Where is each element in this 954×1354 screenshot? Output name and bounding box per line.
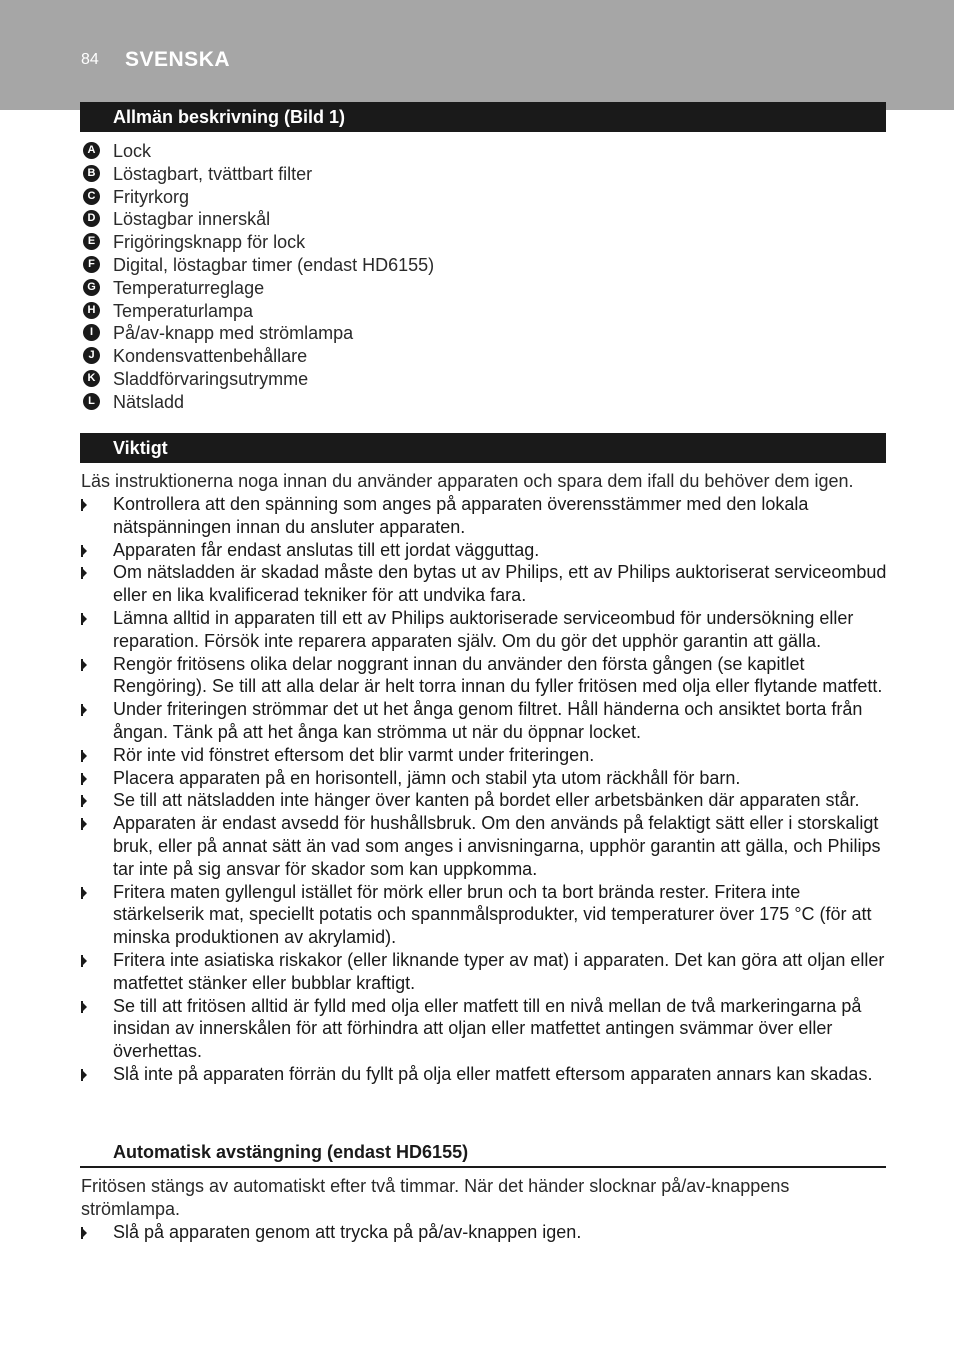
list-item	[81, 493, 891, 539]
bullet-text: Placera apparaten på en horisontell, jämn och stabil yta utom räckhåll för barn.	[113, 767, 741, 788]
bullet-arrow-icon	[81, 545, 87, 557]
auto-off-intro: Fritösen stängs av automatiskt efter två timmar. När det händer slocknar på/av-knappens strömlampa.	[81, 1176, 790, 1219]
bullet-arrow-icon	[81, 659, 87, 671]
bullet-text: Slå på apparaten genom att trycka på på/av-knappen igen.	[113, 1222, 582, 1242]
part-label: Frityrkorg	[113, 186, 189, 207]
bullet-text: Under friteringen strömmar det ut het ånga genom filtret. Håll händerna och ansiktet borta från ångan. Tänk på att het ånga kan strömma ut när du öppnar locket.	[113, 699, 863, 742]
list-item	[81, 561, 891, 607]
bullet-arrow-icon	[81, 955, 87, 967]
letter-badge: H	[83, 302, 100, 319]
list-item	[81, 539, 891, 562]
part-label: Lock	[113, 141, 152, 161]
part-label: Löstagbar innerskål	[113, 209, 271, 230]
letter-badge: J	[83, 347, 100, 364]
bullet-text: Apparaten får endast anslutas till ett jordat vägguttag.	[113, 539, 540, 560]
list-item	[81, 391, 434, 414]
list-item	[81, 231, 434, 254]
list-item	[81, 995, 891, 1063]
list-item	[81, 345, 434, 368]
letter-badge: E	[83, 233, 100, 250]
bullet-text: Slå inte på apparaten förrän du fyllt på olja eller matfett eftersom apparaten annars kan skadas.	[113, 1063, 873, 1084]
bullet-text: Lämna alltid in apparaten till ett av Philips auktoriserade serviceombud för undersökning eller reparation. Försök inte reparera apparaten själv. Om du gör det upphör garantin att gälla.	[113, 607, 854, 651]
list-item	[81, 812, 891, 880]
letter-badge: F	[83, 256, 100, 273]
list-item	[81, 744, 891, 767]
bullet-arrow-icon	[81, 795, 87, 807]
bullet-arrow-icon	[81, 704, 87, 716]
bullet-arrow-icon	[81, 613, 87, 625]
bullet-text: Apparaten är endast avsedd för hushållsbruk. Om den används på felaktigt sätt eller i storskaligt bruk, eller på annat sätt än vad som anges i anvisningarna, upphör garantin att gälla, och Philips tar inte på sig ansvar för skador som kan uppkomma.	[113, 813, 881, 879]
list-item	[81, 163, 434, 186]
bullet-arrow-icon	[81, 1001, 87, 1013]
language-title: SVENSKA	[125, 48, 231, 71]
bullet-arrow-icon	[81, 1069, 87, 1081]
page-number: 84	[81, 51, 99, 68]
part-label: På/av-knapp med strömlampa	[113, 323, 354, 344]
bullet-text: Om nätsladden är skadad måste den bytas ut av Philips, ett av Philips auktoriserat serviceombud eller en lika kvalificerad tekniker för att undvika fara.	[113, 562, 887, 606]
letter-badge: G	[83, 279, 100, 296]
letter-badge: I	[83, 324, 100, 341]
list-item	[81, 300, 434, 323]
letter-badge: D	[83, 210, 100, 227]
letter-badge: L	[83, 393, 100, 410]
important-intro: Läs instruktionerna noga innan du använder apparaten och spara dem ifall du behöver dem igen.	[81, 471, 854, 491]
list-item	[81, 881, 891, 949]
important-bullet-list	[81, 493, 891, 1086]
list-item	[81, 949, 891, 995]
parts-list	[81, 140, 434, 414]
bullet-text: Se till att fritösen alltid är fylld med olja eller matfett till en nivå mellan de två markeringarna på insidan av innerskålen för att förhindra att oljan eller matfettet antingen svämmar över eller överhettas.	[113, 995, 862, 1062]
list-item	[81, 208, 434, 231]
bullet-arrow-icon	[81, 773, 87, 785]
part-label: Temperaturlampa	[113, 300, 254, 321]
bullet-arrow-icon	[81, 887, 87, 899]
bullet-text: Se till att nätsladden inte hänger över kanten på bordet eller arbetsbänken där apparaten står.	[113, 790, 860, 811]
bullet-arrow-icon	[81, 567, 87, 579]
list-item	[81, 653, 891, 699]
list-item	[81, 767, 891, 790]
list-item	[81, 607, 891, 653]
part-label: Löstagbart, tvättbart filter	[113, 163, 313, 184]
list-item	[81, 277, 434, 300]
letter-badge: K	[83, 370, 100, 387]
bullet-text: Kontrollera att den spänning som anges på apparaten överensstämmer med den lokala nätspänningen innan du ansluter apparaten.	[113, 494, 809, 537]
bullet-text: Rengör fritösens olika delar noggrant innan du använder den första gången (se kapitlet Rengöring). Se till att alla delar är helt torra innan du fyller fritösen med olja eller flytande matfett.	[113, 653, 883, 697]
list-item	[81, 698, 891, 744]
bullet-text: Fritera inte asiatiska riskakor (eller liknande typer av mat) i apparaten. Det kan göra att oljan eller matfettet stänker eller bubblar kraftigt.	[113, 949, 885, 993]
list-item	[81, 1221, 891, 1244]
letter-badge: A	[83, 142, 100, 159]
letter-badge: C	[83, 188, 100, 205]
part-label: Temperaturreglage	[113, 277, 265, 298]
auto-off-bullet-list	[81, 1221, 891, 1244]
bullet-arrow-icon	[81, 1227, 87, 1239]
general-description-heading: Allmän beskrivning (Bild 1)	[80, 102, 886, 132]
list-item	[81, 140, 434, 163]
auto-off-heading: Automatisk avstängning (endast HD6155)	[80, 1139, 886, 1168]
part-label: Sladdförvaringsutrymme	[113, 368, 309, 389]
list-item	[81, 254, 434, 277]
part-label: Digital, löstagbar timer (endast HD6155)	[113, 254, 435, 275]
part-label: Kondensvattenbehållare	[113, 346, 308, 367]
part-label: Nätsladd	[113, 391, 185, 412]
bullet-arrow-icon	[81, 499, 87, 511]
part-label: Frigöringsknapp för lock	[113, 232, 306, 253]
bullet-arrow-icon	[81, 750, 87, 762]
page-header	[0, 0, 954, 110]
bullet-text: Rör inte vid fönstret eftersom det blir varmt under friteringen.	[113, 744, 595, 765]
list-item	[81, 322, 434, 345]
list-item	[81, 186, 434, 209]
list-item	[81, 789, 891, 812]
bullet-arrow-icon	[81, 818, 87, 830]
letter-badge: B	[83, 165, 100, 182]
important-heading: Viktigt	[80, 433, 886, 463]
list-item	[81, 368, 434, 391]
bullet-text: Fritera maten gyllengul istället för mörk eller brun och ta bort brända rester. Fritera inte stärkelserik mat, speciellt potatis och spannmålsprodukter, vid temperaturer över 175 °C (för att minska produktionen av akrylamid).	[113, 881, 872, 948]
list-item	[81, 1063, 891, 1086]
